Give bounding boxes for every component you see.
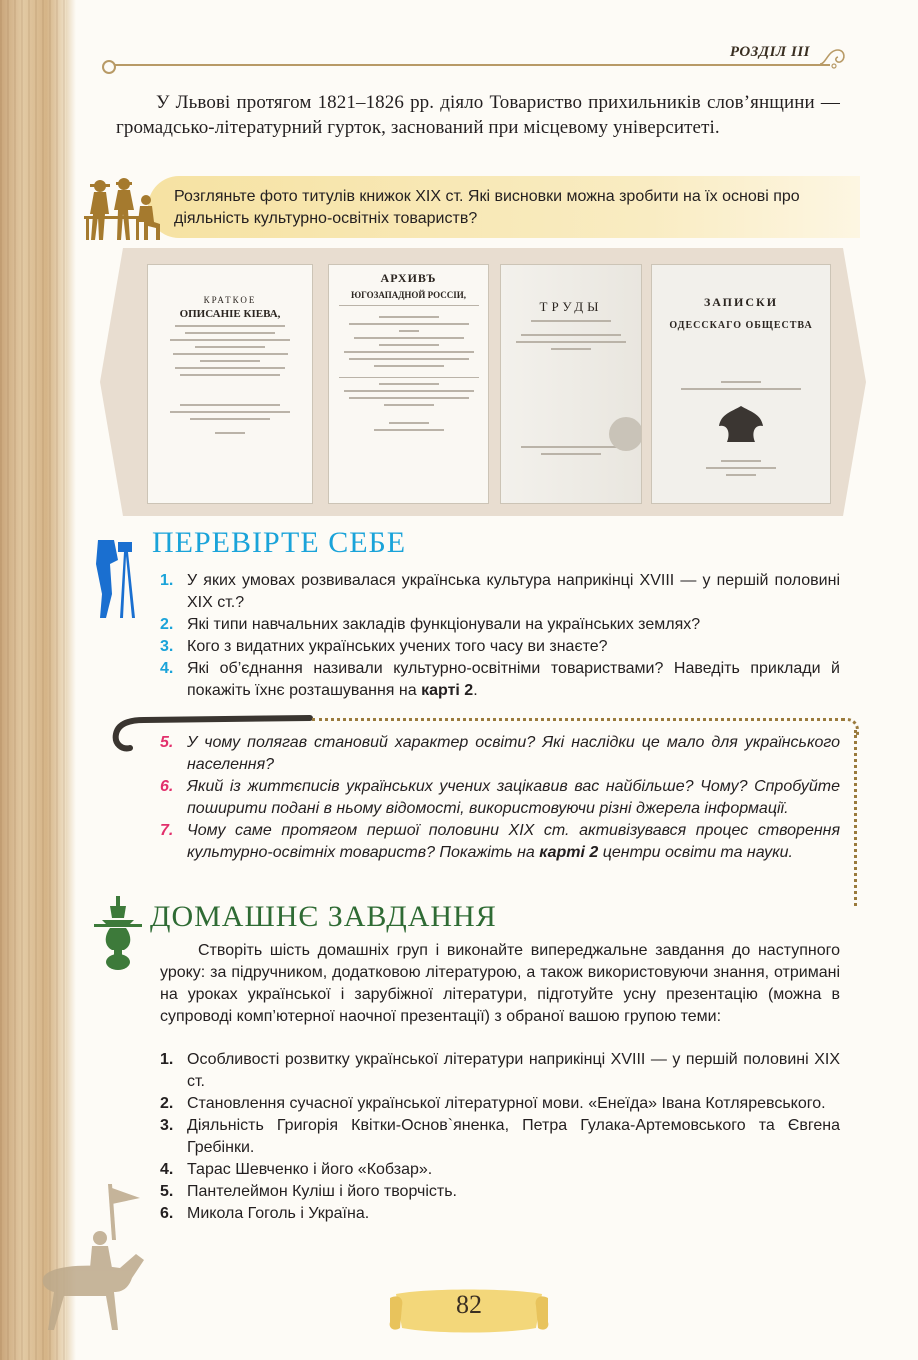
topic-item: [160, 1203, 840, 1225]
topic-number: 4.: [160, 1161, 174, 1178]
task-banner-text: Розгляньте фото титулів книжок XIX ст. Які висновки можна зробити на їх основі про діяльність культурно-освітніх товариств?: [174, 188, 800, 227]
wooden-margin-edge: [66, 0, 76, 1360]
question-text: У чому полягав становий характер освіти? Які наслідки це мало для українського населення?: [187, 734, 840, 773]
question-text-end: .: [473, 682, 478, 699]
wooden-margin: [0, 0, 66, 1360]
book-title-photo-3: [500, 264, 642, 504]
header-rule: [108, 64, 830, 66]
page-number: 82: [456, 1290, 482, 1319]
self-check-questions: [160, 570, 840, 702]
question-item: [160, 614, 840, 636]
book-title-photo-4: [651, 264, 831, 504]
reading-people-icon: [80, 172, 162, 244]
topic-item: [160, 1181, 840, 1203]
book-title-line: АРХИВЪ: [380, 271, 437, 285]
question-number: 7.: [160, 822, 174, 839]
topic-item: [160, 1159, 840, 1181]
topic-text: Діяльність Григорія Квітки-Основ`яненка, Петра Гулака-Артемовського та Євгена Гребінки.: [187, 1117, 840, 1156]
dotted-frame-top: [312, 718, 844, 721]
question-number: 6.: [160, 778, 174, 795]
question-number: 3.: [160, 638, 174, 655]
book-title-photo-2: [328, 264, 489, 504]
section-label: РОЗДІЛ ІІІ: [729, 44, 810, 60]
topic-text: Тарас Шевченко і його «Кобзар».: [187, 1161, 433, 1178]
homework-title: ДОМАШНЄ ЗАВДАННЯ: [150, 900, 497, 933]
book-title-line: ЮГОЗАПАДНОЙ РОССІИ,: [351, 290, 466, 300]
question-item: [160, 776, 840, 820]
book-title-line: ОПИСАНІЕ КІЕВА,: [179, 308, 281, 320]
topic-text: Микола Гоголь і Україна.: [187, 1205, 370, 1222]
question-item: [160, 658, 840, 702]
question-number: 1.: [160, 572, 174, 589]
vignette-icon: [713, 402, 769, 446]
topic-text: Особливості розвитку української літератури наприкінці XVIII — у першій половині XIX ст.: [187, 1051, 840, 1090]
topic-text: Становлення сучасної української літературної мови. «Енеїда» Івана Котляревського.: [187, 1095, 826, 1112]
topic-item: [160, 1115, 840, 1159]
topic-item: [160, 1049, 840, 1093]
question-text: Кого з видатних українських учених того часу ви знаєте?: [187, 638, 608, 655]
question-item: [160, 820, 840, 864]
intro-paragraph: У Львові протягом 1821–1826 рр. діяло Товариство прихильників слов’янщини — громадсько-літературний гурток, заснований при місцевому університеті.: [116, 92, 840, 138]
book-title-line: ТРУДЫ: [539, 299, 603, 314]
topic-number: 2.: [160, 1095, 174, 1112]
question-item: [160, 732, 840, 776]
question-text: Чому саме протягом першої половини XIX ст. активізувався процес створення культурно-освітніх товариств? Покажіть на: [187, 822, 840, 861]
swirl-ornament-icon: [818, 46, 848, 70]
horse-rider-icon: [24, 1180, 154, 1340]
header-rule-end: [102, 60, 116, 74]
map-reference: карті 2: [539, 844, 599, 861]
map-reference: карті 2: [421, 682, 474, 699]
self-check-title: ПЕРЕВІРТЕ СЕБЕ: [152, 526, 407, 559]
question-text: Які об’єднання називали культурно-освітніми товариствами? Наведіть приклади й покажіть їхнє розташування на: [187, 660, 840, 699]
topic-number: 6.: [160, 1205, 174, 1222]
topic-item: [160, 1093, 840, 1115]
topic-number: 1.: [160, 1051, 174, 1068]
book-title-line: КРАТКОЕ: [203, 295, 257, 305]
homework-intro: Створіть шість домашніх груп і виконайте випереджальне завдання до наступного уроку: за підручником, додатковою літературою, а також використовуючи знання, отримані на уроках української і зарубіжної літератури, підготуйте усну презентацію (можна в супроводі комп’ютерної наочної презентації) з обраної вашою групою теми:: [160, 942, 840, 1025]
question-text: Який із життєписів українських учених зацікавив вас найбільше? Чому? Спробуйте поширити подані в ньому відомості, використовуючи різні джерела інформації.: [187, 778, 840, 817]
stamp-mark: [609, 417, 642, 451]
oil-lamp-icon: [94, 896, 142, 976]
question-text: У яких умовах розвивалася українська культура наприкінці XVIII — у першій половині XIX ст.?: [187, 572, 840, 611]
question-item: [160, 636, 840, 658]
homework-topics: [160, 1049, 840, 1225]
topic-text: Пантелеймон Куліш і його творчість.: [187, 1183, 457, 1200]
topic-number: 5.: [160, 1183, 174, 1200]
topic-number: 3.: [160, 1117, 174, 1134]
question-text: Які типи навчальних закладів функціонували на українських землях?: [187, 616, 701, 633]
photographer-icon: [92, 534, 144, 620]
extra-questions: [160, 732, 840, 864]
question-item: [160, 570, 840, 614]
question-text-end: центри освіти та науки.: [598, 844, 793, 861]
dotted-frame-right: [854, 730, 857, 906]
question-number: 5.: [160, 734, 174, 751]
question-number: 4.: [160, 660, 174, 677]
book-title-line: ЗАПИСКИ: [703, 295, 779, 309]
book-title-photo-1: [147, 264, 313, 504]
question-number: 2.: [160, 616, 174, 633]
book-title-line: ОДЕССКАГО ОБЩЕСТВА: [669, 320, 813, 331]
